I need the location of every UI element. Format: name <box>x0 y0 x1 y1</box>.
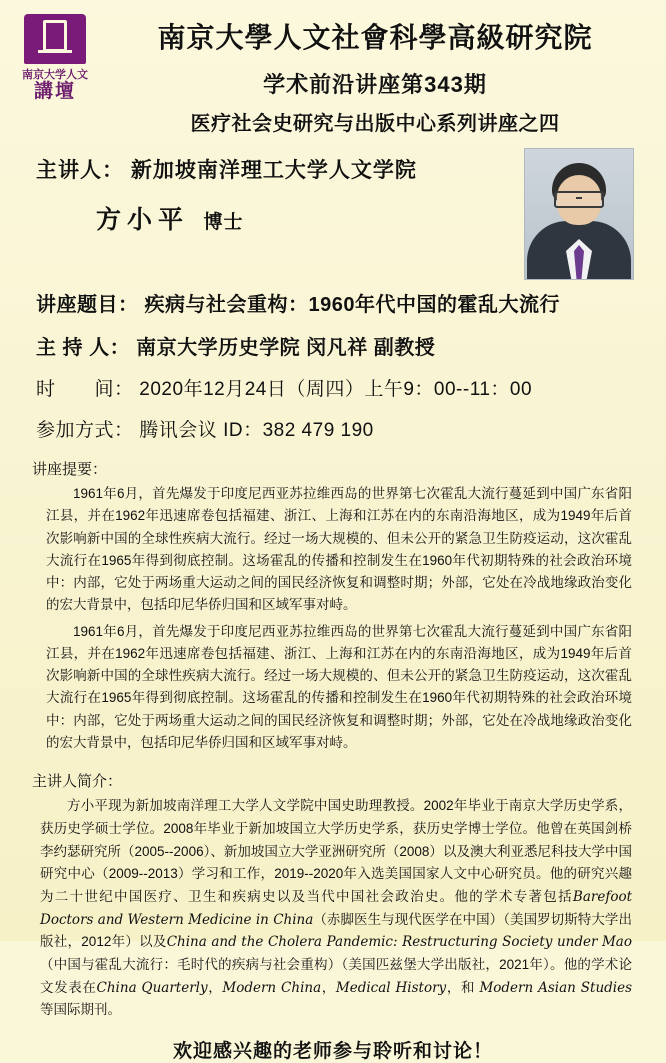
bio-paragraph <box>18 795 648 1022</box>
institute-logo <box>18 14 92 103</box>
lecture-join <box>18 415 648 442</box>
abstract-title: 讲座提要： <box>32 461 108 478</box>
bio-text-2: （赤脚医生与现代医学在中国）（美国罗切斯特大学出版社，2012年）以及 <box>40 911 632 950</box>
glasses-icon <box>554 191 604 208</box>
speaker-portrait <box>524 148 634 280</box>
book-title-1: Barefoot Doctors and Western Medicine in China <box>40 888 632 928</box>
lecture-info <box>18 288 648 442</box>
bio-text-1: 方小平现为新加坡南洋理工大学人文学院中国史助理教授。2002年毕业于南京大学历史学系，获历史学硕士学位。2008年毕业于新加坡国立大学历史学系，获历史学博士学位。他曾在英国剑桥李约瑟研究所（2005--2006）、新加坡国立大学亚洲研究所（2008）以及澳大利亚悉尼科技大学中国研究中心（2009--2013）学习和工作，2019--2020年入选美国国家人文中心研究员。他的研究兴趣为二十世纪中国医疗、卫生和疾病史以及当代中国社会政治史。他的学术专著包括 <box>40 798 632 904</box>
header-titles <box>102 14 648 136</box>
journal-3: Medical History <box>335 979 447 996</box>
lecture-topic: 讲座题目： 疾病与社会重构：1960年代中国的霍乱大流行 <box>36 294 561 316</box>
lecture-time <box>18 374 648 401</box>
journal-sep-2: ， <box>321 979 336 995</box>
gate-logo-icon <box>24 14 86 64</box>
book-title-2: China and the Cholera Pandemic: Restructuring Society under Mao <box>166 934 632 951</box>
time-value: 2020年12月24日（周四）上午9：00--11：00 <box>139 379 533 400</box>
logo-line1: 南京大学人文 <box>22 69 88 81</box>
speaker-name: 方小平 <box>96 206 190 234</box>
poster-header <box>18 14 648 136</box>
journal-4: Modern Asian Studies <box>479 979 633 996</box>
abstract-paragraph-1: 1961年6月，首先爆发于印度尼西亚苏拉维西岛的世界第七次霍乱大流行蔓延到中国广东省阳江县，并在1962年迅速席卷包括福建、浙江、上海和江苏在内的东南沿海地区，成为1949年后首次影响新中国的全球性疾病大流行。经过一场大规模的、但未公开的紧急卫生防疫运动，这次霍乱大流行在1965年得到彻底控制。这场霍乱的传播和控制发生在1960年代初期特殊的社会政治环境中：内部，它处于两场重大运动之间的国民经济恢复和调整时期；外部，它处在冷战地缘政治变化的宏大背景中，包括印尼华侨归国和区域军事对峙。 <box>46 486 632 613</box>
abstract-paragraph-2: 1961年6月，首先爆发于印度尼西亚苏拉维西岛的世界第七次霍乱大流行蔓延到中国广东省阳江县，并在1962年迅速席卷包括福建、浙江、上海和江苏在内的东南沿海地区，成为1949年后首次影响新中国的全球性疾病大流行。经过一场大规模的、但未公开的紧急卫生防疫运动，这次霍乱大流行在1965年得到彻底控制。这场霍乱的传播和控制发生在1960年代初期特殊的社会政治环境中：内部，它处于两场重大运动之间的国民经济恢复和调整时期；外部，它处在冷战地缘政治变化的宏大背景中，包括印尼华侨归国和区域军事对峙。 <box>46 623 632 750</box>
series-subtitle: 医疗社会史研究与出版中心系列讲座之四 <box>190 113 560 135</box>
bio-text-4: 等国际期刊。 <box>40 1002 121 1018</box>
journal-1: China Quarterly <box>96 979 208 996</box>
join-label: 参加方式： <box>36 420 134 441</box>
organization-title: 南京大學人文社會科學高級研究院 <box>157 21 593 54</box>
poster-footer: 欢迎感兴趣的老师参与聆听和讨论！ <box>172 1040 493 1062</box>
speaker-block <box>18 154 648 274</box>
bio-title: 主讲人简介： <box>32 773 123 791</box>
time-label: 时 间： <box>36 379 134 400</box>
lecture-host: 主 持 人： 南京大学历史学院 闵凡祥 副教授 <box>36 337 436 359</box>
speaker-affiliation: 主讲人： 新加坡南洋理工大学人文学院 <box>36 159 417 182</box>
join-value: 腾讯会议 ID：382 479 190 <box>139 420 374 441</box>
journal-2: Modern China <box>222 979 322 996</box>
speaker-degree: 博士 <box>203 212 244 233</box>
series-title: 学术前沿讲座第343期 <box>263 72 487 97</box>
logo-line2: 講壇 <box>33 81 76 102</box>
journal-sep-3: ，和 <box>446 979 480 995</box>
journal-sep-1: ， <box>207 979 223 995</box>
bio-text-3: （中国与霍乱大流行：毛时代的疾病与社会重构）（美国匹兹堡大学出版社，2021年）。他的学术论文发表在 <box>40 956 632 995</box>
